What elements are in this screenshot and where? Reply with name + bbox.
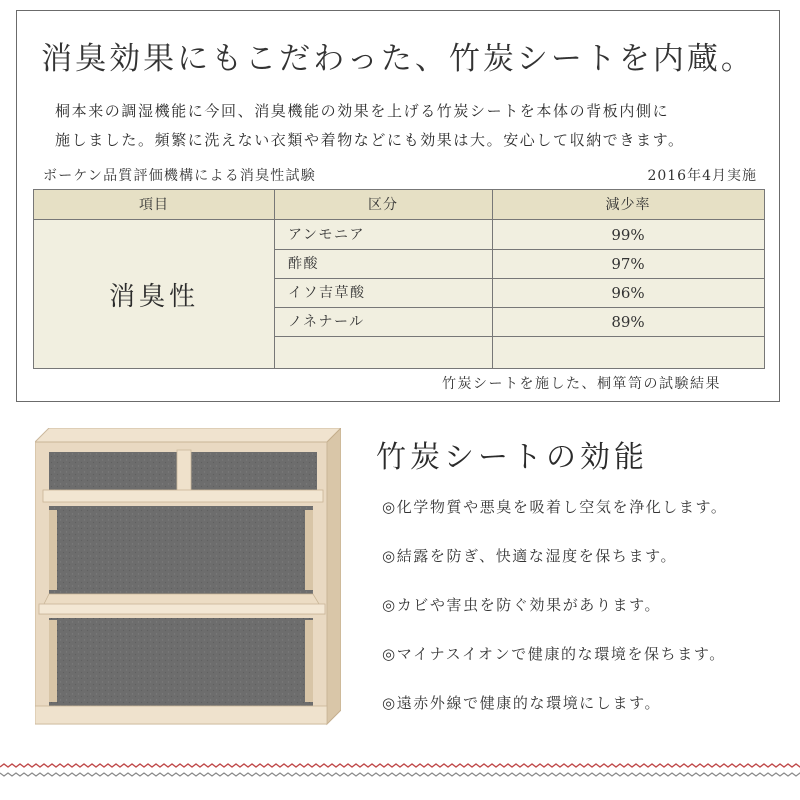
table-row-category: イソ吉草酸 [288, 285, 366, 301]
paulownia-shelf-image [35, 428, 341, 728]
intro-line-2: 施しました。頻繁に洗えない衣類や着物などにも効果は大。安心して収納できます。 [55, 131, 685, 149]
benefit-item: ◎カビや害虫を防ぐ効果があります。 [382, 596, 662, 614]
benefit-item: ◎化学物質や悪臭を吸着し空気を浄化します。 [382, 498, 728, 516]
benefit-item: ◎遠赤外線で健康的な環境にします。 [382, 694, 662, 712]
table-row-rate: 97% [611, 255, 645, 273]
table-row-category: アンモニア [288, 227, 365, 243]
header-item: 項目 [139, 197, 169, 213]
test-title: ボーケン品質評価機構による消臭性試験 [43, 168, 316, 184]
table-row-category: ノネナール [288, 314, 365, 330]
decorative-wave-border [0, 762, 800, 778]
test-date: 2016年4月実施 [647, 168, 757, 184]
table-row-rate: 96% [611, 284, 645, 302]
deodorizing-info-panel [16, 10, 780, 402]
intro-text [55, 97, 755, 155]
intro-line-1: 桐本来の調湿機能に今回、消臭機能の効果を上げる竹炭シートを本体の背板内側に [55, 102, 670, 120]
benefits-title: 竹炭シートの効能 [376, 440, 648, 475]
header-category: 区分 [368, 197, 398, 213]
table-row-rate: 89% [611, 313, 645, 331]
table-row-category: 酢酸 [288, 256, 319, 272]
benefit-item: ◎マイナスイオンで健康的な環境を保ちます。 [382, 645, 726, 663]
column-divider [274, 190, 275, 368]
test-footnote: 竹炭シートを施した、桐箪笥の試験結果 [442, 376, 721, 392]
table-row-rate: 99% [611, 226, 645, 244]
header-rate: 減少率 [605, 197, 651, 213]
benefit-item: ◎結露を防ぎ、快適な湿度を保ちます。 [382, 547, 678, 565]
headline: 消臭効果にもこだわった、竹炭シートを内蔵。 [41, 41, 755, 77]
item-label: 消臭性 [108, 281, 199, 312]
test-results-table [33, 189, 765, 369]
